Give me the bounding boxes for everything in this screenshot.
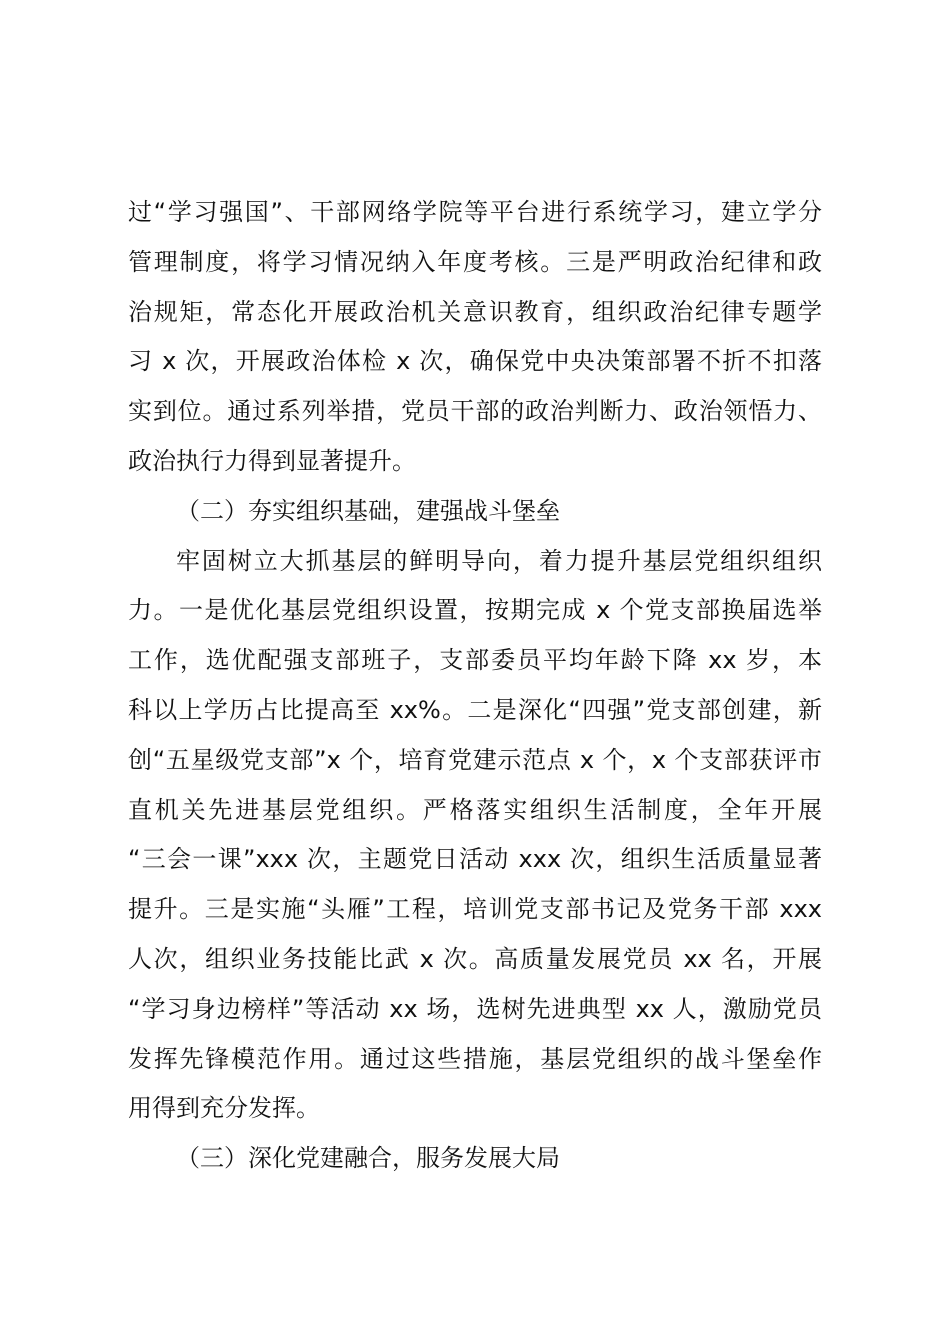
text-line: “三会一课”xxx 次，主题党日活动 xxx 次，组织生活质量显著: [128, 845, 822, 874]
text-line: 治规矩，常态化开展政治机关意识教育，组织政治纪律专题学: [128, 297, 822, 326]
text-line: 实到位。通过系列举措，党员干部的政治判断力、政治领悟力、: [128, 397, 822, 426]
text-line: “学习身边榜样”等活动 xx 场，选树先进典型 xx 人，激励党员: [128, 994, 822, 1023]
text-line: 管理制度，将学习情况纳入年度考核。三是严明政治纪律和政: [128, 247, 822, 276]
text-line: 用得到充分发挥。: [128, 1094, 320, 1123]
text-line: 过“学习强国”、干部网络学院等平台进行系统学习，建立学分: [128, 198, 822, 226]
text-line: 科以上学历占比提高至 xx%。二是深化“四强”党支部创建，新: [128, 695, 822, 724]
section-heading-3: （三）深化党建融合，服务发展大局: [176, 1144, 560, 1173]
text-line: 人次，组织业务技能比武 x 次。高质量发展党员 xx 名，开展: [128, 944, 822, 973]
text-line: 创“五星级党支部”x 个，培育党建示范点 x 个，x 个支部获评市: [128, 745, 822, 774]
paragraph-political-building: [128, 188, 822, 487]
text-line: 提升。三是实施“头雁”工程，培训党支部书记及党务干部 xxx: [128, 895, 822, 924]
text-line: 政治执行力得到显著提升。: [128, 446, 416, 475]
section-heading-2: （二）夯实组织基础，建强战斗堡垒: [176, 496, 560, 525]
text-line: 发挥先锋模范作用。通过这些措施，基层党组织的战斗堡垒作: [128, 1044, 822, 1073]
text-line: 牢固树立大抓基层的鲜明导向，着力提升基层党组织组织: [176, 546, 822, 575]
text-line: 直机关先进基层党组织。严格落实组织生活制度，全年开展: [128, 795, 822, 824]
text-line: 工作，选优配强支部班子，支部委员平均年龄下降 xx 岁，本: [128, 646, 822, 675]
text-line: 习 x 次，开展政治体检 x 次，确保党中央决策部署不折不扣落: [128, 347, 822, 376]
document-page: [128, 188, 822, 1184]
paragraph-organization-foundation: [128, 537, 822, 1135]
text-line: 力。一是优化基层党组织设置，按期完成 x 个党支部换届选举: [128, 596, 822, 625]
